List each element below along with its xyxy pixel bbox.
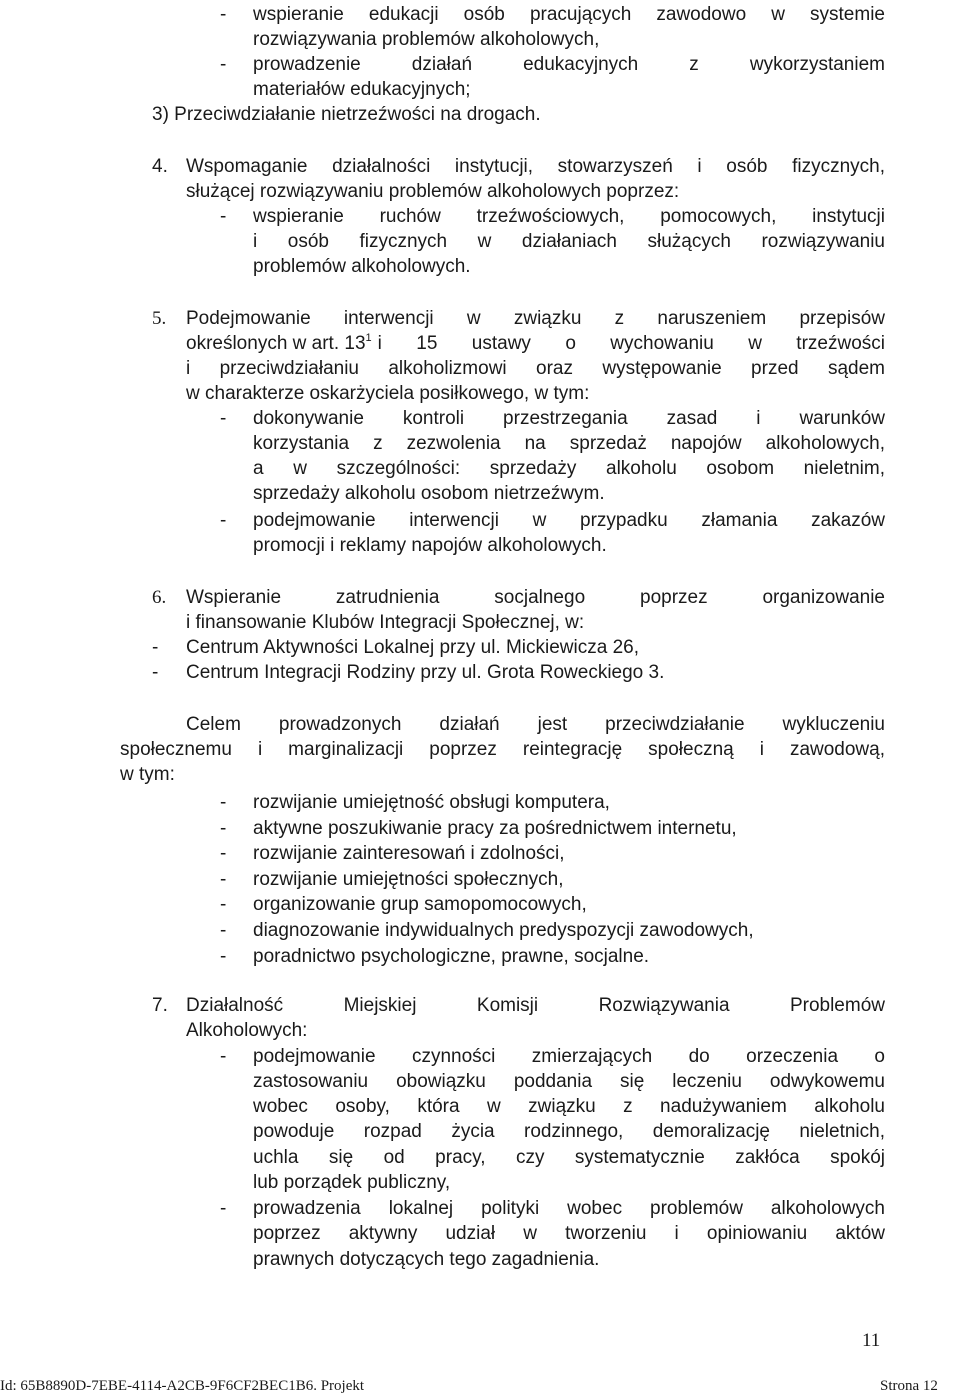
dash: -	[152, 662, 159, 683]
dash: -	[220, 1046, 227, 1067]
page-number: 11	[862, 1330, 881, 1351]
paragraph-line	[186, 331, 885, 356]
text-segment: określonych w art. 13	[186, 333, 366, 354]
list-item: wspieranie edukacji osób pracujących zawodowo w systemie	[253, 4, 885, 25]
list-item: a w szczególności: sprzedaży alkoholu osobom nieletnim,	[253, 458, 885, 479]
paragraph-line: i przeciwdziałaniu alkoholizmowi oraz występowanie przed sądem	[186, 358, 885, 379]
list-item: i osób fizycznych w działaniach służących rozwiązywaniu	[253, 231, 885, 252]
section-number: 4.	[152, 156, 168, 177]
dash: -	[220, 818, 227, 839]
paragraph-line: społecznemu i marginalizacji poprzez reintegrację społeczną i zawodową,	[120, 739, 885, 760]
list-item: organizowanie grup samopomocowych,	[253, 894, 587, 915]
list-item: poprzez aktywny udział w tworzeniu i opiniowaniu aktów	[253, 1223, 885, 1244]
list-item: problemów alkoholowych.	[253, 256, 471, 277]
list-item: prawnych dotyczących tego zagadnienia.	[253, 1249, 600, 1270]
dash: -	[220, 946, 227, 967]
dash: -	[220, 1198, 227, 1219]
list-item: lub porządek publiczny,	[253, 1172, 451, 1193]
dash: -	[220, 843, 227, 864]
paragraph-line: w charakterze oskarżyciela posiłkowego, w tym:	[186, 383, 590, 404]
paragraph-line: służącej rozwiązywaniu problemów alkoholowych poprzez:	[186, 181, 680, 202]
section-4-heading: Wspomaganie działalności instytucji, stowarzyszeń i osób fizycznych,	[186, 156, 885, 177]
list-item: promocji i reklamy napojów alkoholowych.	[253, 535, 607, 556]
section-number: 7.	[152, 995, 168, 1016]
section-3-heading: 3) Przeciwdziałanie nietrzeźwości na drogach.	[152, 104, 541, 125]
list-item: Centrum Integracji Rodziny przy ul. Grota Roweckiego 3.	[186, 662, 665, 683]
section-number: 6.	[152, 587, 167, 608]
list-item: wobec osoby, która w związku z nadużywaniem alkoholu	[253, 1096, 885, 1117]
paragraph-line: Celem prowadzonych działań jest przeciwdziałanie wykluczeniu	[186, 714, 885, 735]
list-item: zastosowaniu obowiązku poddania się leczeniu odwykowemu	[253, 1071, 885, 1092]
list-item: rozwijanie zainteresowań i zdolności,	[253, 843, 565, 864]
list-item: materiałów edukacyjnych;	[253, 79, 471, 100]
list-item: korzystania z zezwolenia na sprzedaż napojów alkoholowych,	[253, 433, 885, 454]
paragraph-line: w tym:	[120, 764, 175, 785]
list-item: sprzedaży alkoholu osobom nietrzeźwym.	[253, 483, 605, 504]
section-7-heading: Działalność Miejskiej Komisji Rozwiązywania Problemów	[186, 995, 885, 1016]
list-item: uchla się od pracy, czy systematycznie zakłóca spokój	[253, 1147, 885, 1168]
dash: -	[152, 637, 159, 658]
list-item: powoduje rozpad życia rodzinnego, demoralizację nieletnich,	[253, 1121, 885, 1142]
dash: -	[220, 510, 227, 531]
list-item: podejmowanie interwencji w przypadku złamania zakazów	[253, 510, 885, 531]
text-segment	[186, 331, 372, 356]
section-6-heading: Wspieranie zatrudnienia socjalnego poprzez organizowanie	[186, 587, 885, 608]
section-5-heading: Podejmowanie interwencji w związku z naruszeniem przepisów	[186, 308, 885, 329]
list-item: prowadzenie działań edukacyjnych z wykorzystaniem	[253, 54, 885, 75]
dash: -	[220, 869, 227, 890]
dash: -	[220, 920, 227, 941]
list-item: aktywne poszukiwanie pracy za pośrednictwem internetu,	[253, 818, 737, 839]
dash: -	[220, 206, 227, 227]
list-item: dokonywanie kontroli przestrzegania zasad i warunków	[253, 408, 885, 429]
list-item: wspieranie ruchów trzeźwościowych, pomocowych, instytucji	[253, 206, 885, 227]
text-segment: i 15 ustawy o wychowaniu w trzeźwości	[377, 333, 885, 354]
list-item: rozwijanie umiejętność obsługi komputera,	[253, 792, 610, 813]
list-item: rozwiązywania problemów alkoholowych,	[253, 29, 600, 50]
list-item: prowadzenia lokalnej polityki wobec problemów alkoholowych	[253, 1198, 885, 1219]
list-item: Centrum Aktywności Lokalnej przy ul. Mickiewicza 26,	[186, 637, 640, 658]
dash: -	[220, 408, 227, 429]
footer-document-id: Id: 65B8890D-7EBE-4114-A2CB-9F6CF2BEC1B6. Projekt	[0, 1378, 365, 1394]
dash: -	[220, 894, 227, 915]
list-item: rozwijanie umiejętności społecznych,	[253, 869, 564, 890]
section-number: 5.	[152, 308, 167, 329]
dash: -	[220, 4, 227, 25]
paragraph-line: Alkoholowych:	[186, 1020, 308, 1041]
paragraph-line: i finansowanie Klubów Integracji Społecznej, w:	[186, 612, 585, 633]
list-item: diagnozowanie indywidualnych predyspozycji zawodowych,	[253, 920, 754, 941]
list-item: podejmowanie czynności zmierzających do orzeczenia o	[253, 1046, 885, 1067]
dash: -	[220, 792, 227, 813]
list-item: poradnictwo psychologiczne, prawne, socjalne.	[253, 946, 650, 967]
superscript: 1	[365, 332, 372, 344]
footer-page-label: Strona 12	[880, 1378, 938, 1394]
dash: -	[220, 54, 227, 75]
